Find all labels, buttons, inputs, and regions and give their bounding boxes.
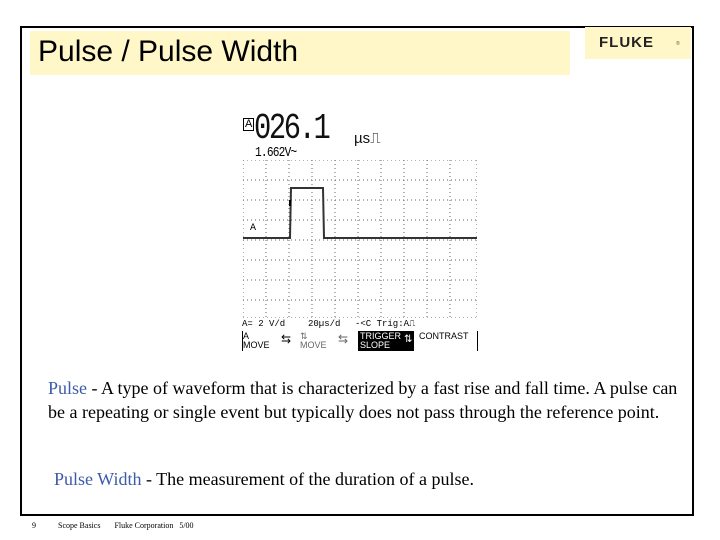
range-indicator: A [245,118,253,130]
course-name: Scope Basics [58,521,101,530]
footer-date: 5/00 [179,521,194,530]
softkey-label: ⇅ [300,331,308,341]
logo-text: FLUKE [599,34,654,51]
softkey-contrast[interactable] [416,331,478,351]
move-arrows-icon: ⇆ [281,332,292,346]
company-name: Fluke Corporation [114,521,174,530]
page-number: 9 [32,521,36,530]
pulse-waveform [243,188,477,238]
pulse-width-definition [54,467,684,491]
soft-keys [242,331,478,351]
logo-registered-mark: ® [676,41,680,47]
trigger-info: -<C Trig:A⎍ [355,319,416,329]
softkey-label: MOVE [300,340,327,350]
pulse-term: Pulse [48,378,88,398]
scope-display [240,108,480,350]
softkey-label: TRIGGER [360,331,402,341]
softkey-trigger-slope[interactable] [358,331,414,351]
softkey-label: CONTRAST [419,331,469,341]
softkey-label: A [243,331,250,341]
pulse-width-text: - The measurement of the duration of a pulse. [141,469,475,489]
sub-reading: 1.662V~ [255,145,297,161]
pulse-width-term: Pulse Width [54,469,142,489]
pulse-text: - A type of waveform that is characterized by a fast rise and fall time. A pulse can be a repeating or single event but typically does not pass through the reference point. [48,378,678,422]
softkey-label: SLOPE [360,340,391,350]
time-per-div: 20µs/d [308,319,341,329]
waveform-grid [243,160,477,318]
slide-title: Pulse / Pulse Width [38,35,299,68]
main-unit: µs⎍ [354,130,381,147]
main-reading: 026.1 [254,108,329,149]
slide-footer [32,521,206,530]
scale-line [240,319,480,331]
volts-per-div: A= 2 V/d [242,319,286,329]
trace-label: A [250,223,257,234]
pulse-definition [48,376,678,424]
softkey-vertical-move[interactable] [300,331,356,351]
softkey-label: MOVE [243,340,270,350]
softkey-a-move[interactable] [242,331,298,351]
move-arrows-icon: ⇆ [338,332,349,346]
slope-arrows-icon: ⇅ [404,334,413,345]
